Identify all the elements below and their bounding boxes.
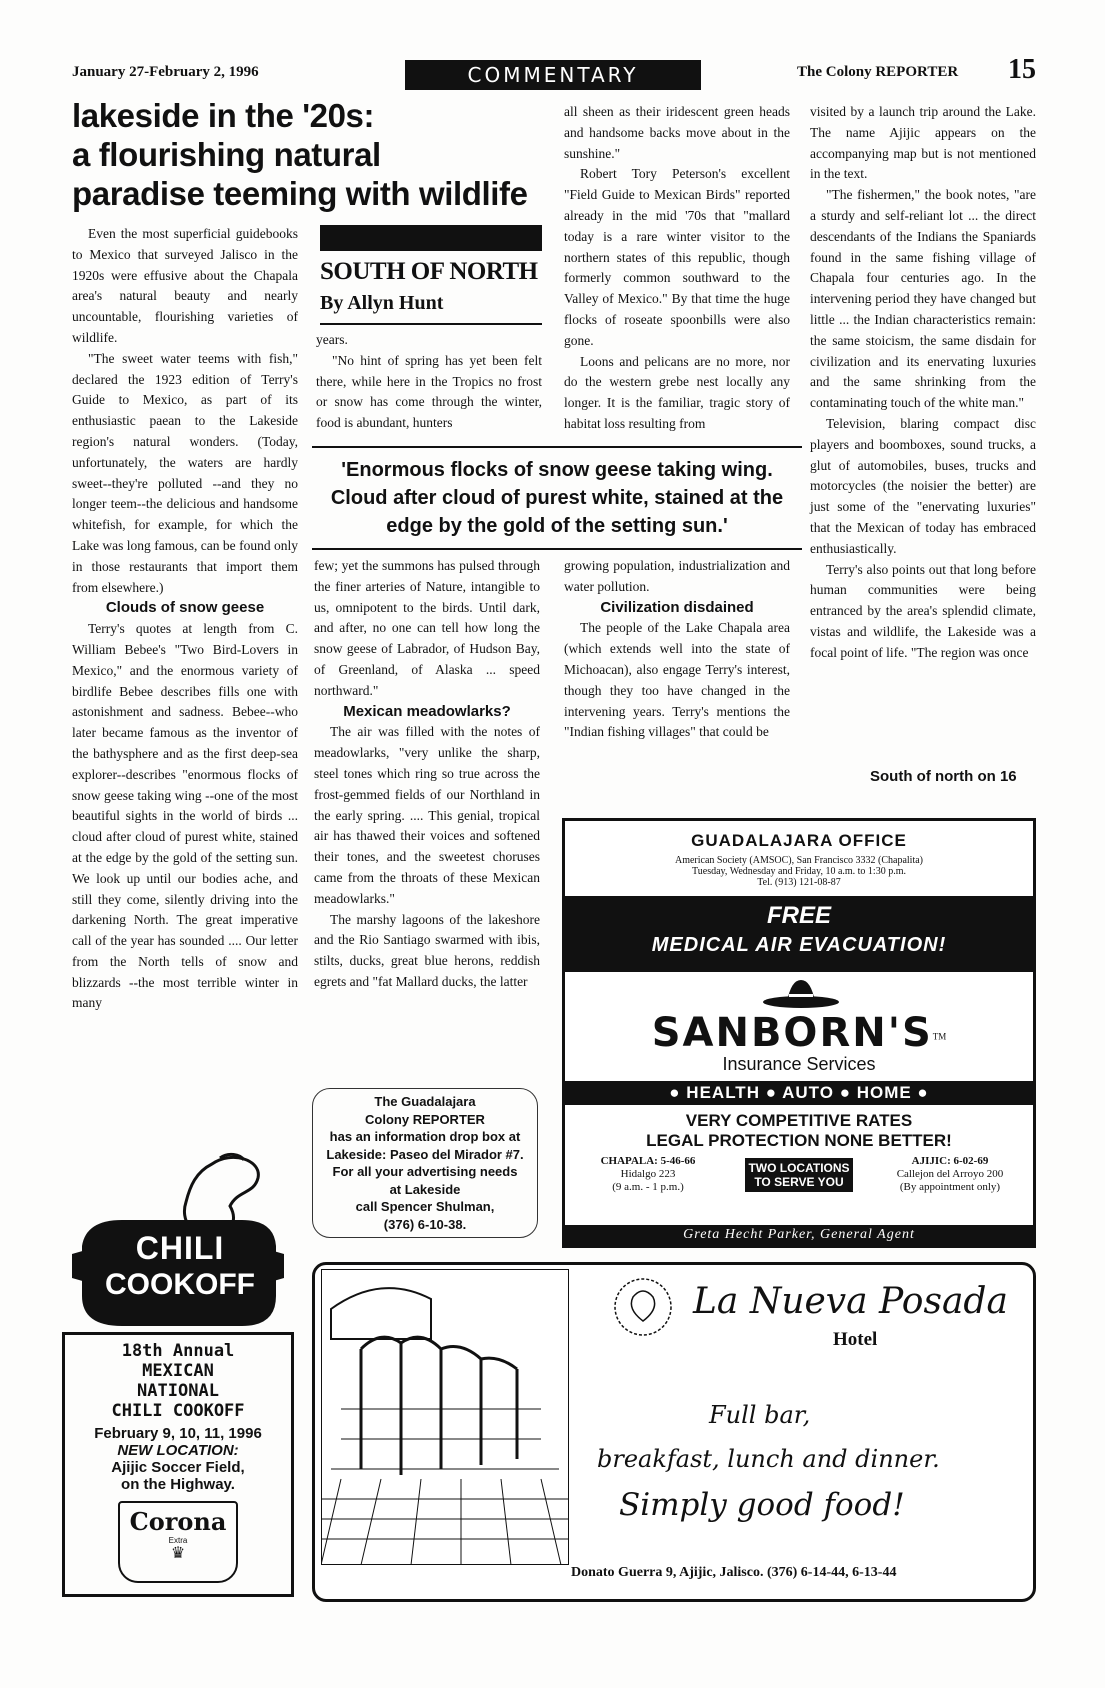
corona-wordmark: Corona bbox=[129, 1507, 227, 1536]
chili-dates: February 9, 10, 11, 1996 bbox=[94, 1425, 262, 1442]
paragraph: The marshy lagoons of the lakeshore and the Rio Santiago swarmed with ibis, stilts, ducks, great blue herons, reddish egrets and "fat Mallard ducks, the latter bbox=[314, 911, 540, 989]
article-column-4 bbox=[810, 102, 1036, 664]
chapala-hours: (9 a.m. - 1 p.m.) bbox=[612, 1181, 684, 1193]
sombrero-icon bbox=[761, 976, 841, 1010]
paragraph: few; yet the summons has pulsed through the finer arteries of Nature, intangible to us, omnipotent to the birds. Until dark, and after, no one can tell how long the snow geese of Labrador, of Hudson Bay, of Greenland, of Alaska ... speed northward." bbox=[314, 558, 540, 698]
chili-logo-bottom: COOKOFF bbox=[105, 1268, 255, 1301]
paragraph: The people of the Lake Chapala area (which extends well into the state of Michoacan), also engage Terry's interest, though they too have changed in the intervening years. Terry's mentions the "Indian fishing villages" that could be bbox=[564, 620, 790, 740]
dropbox-ad bbox=[312, 1088, 538, 1238]
paragraph: all sheen as their iridescent green heads and handsome backs move about in the sunshine." bbox=[564, 104, 790, 161]
evac-label: MEDICAL AIR EVACUATION! bbox=[651, 934, 947, 956]
posada-hotel: Hotel bbox=[833, 1329, 878, 1350]
coverage-item: HOME bbox=[856, 1083, 912, 1102]
sombrero-icon bbox=[565, 972, 1033, 1010]
dropbox-line: call Spencer Shulman, bbox=[355, 1199, 495, 1214]
article-column-3-bottom bbox=[564, 556, 790, 743]
headline-line: a flourishing natural bbox=[72, 136, 381, 173]
coverage-banner bbox=[565, 1081, 1033, 1105]
office-line: Tel. (913) 121-08-87 bbox=[757, 877, 841, 888]
ajijic-hours: (By appointment only) bbox=[899, 1181, 1001, 1193]
chili-cookoff-ad bbox=[62, 1150, 294, 1600]
coverage-item: HEALTH bbox=[686, 1083, 760, 1102]
paragraph: Even the most superficial guidebooks to Mexico that surveyed Jalisco in the 1920s were effusive about the Chapala area's natural beauty and nearly uncountable, flourishing varieties of wildlife. bbox=[72, 226, 298, 345]
brand-name: SANBORN'S bbox=[651, 1010, 933, 1056]
posada-line: Simply good food! bbox=[619, 1487, 905, 1523]
chili-info-box bbox=[62, 1332, 294, 1597]
posada-crest-icon bbox=[611, 1275, 675, 1339]
locations-row bbox=[565, 1155, 1033, 1194]
chili-line: MEXICAN bbox=[142, 1361, 214, 1381]
free-label: FREE bbox=[766, 902, 831, 929]
paragraph: "The fishermen," the book notes, "are a sturdy and self-reliant lot ... the direct descendants of the Indians the Spaniards found in the same fishing village of Chapala four centuries ago. In the intervening period they have changed but little ... the Indian characteristics remain: the same stoicism, the same disdain for civilization and its enervating luxuries and the same shrinking from the contaminating touch of the white man." bbox=[810, 187, 1036, 411]
subhead: Civilization disdained bbox=[600, 598, 754, 616]
dropbox-line: (376) 6-10-38. bbox=[383, 1216, 467, 1232]
paragraph: "The sweet water teems with fish," declared the 1923 edition of Terry's Guide to Mexico, as part of its enthusiastic paean to the Lakeside region's natural wonders. (Today, unfortunately, the waters are hardly sweet--they're polluted --and they no longer teem--the delicious and handsome whitefish, for example, for which the Lake was long famous, can be found only in those restaurants that import them from elsewhere.) bbox=[72, 350, 298, 595]
pullquote-rule bbox=[312, 548, 802, 550]
insurance-label: Insurance Services bbox=[722, 1054, 876, 1074]
column-header-bar bbox=[320, 225, 542, 251]
coverage-item: AUTO bbox=[782, 1083, 834, 1102]
corona-logo bbox=[118, 1501, 238, 1583]
byline: By Allyn Hunt bbox=[320, 292, 444, 314]
posada-name: La Nueva Posada bbox=[693, 1281, 1008, 1322]
legal-line: LEGAL PROTECTION NONE BETTER! bbox=[646, 1131, 952, 1150]
paragraph: Terry's quotes at length from C. William Bebee's "Two Bird-Lovers in Mexico," and the enormous variety of birdlife Bebee describes fills one with astonishment and sadness. Bebee--who later became famous as the inventor of the bathysphere and as the first deep-sea explorer--describes "enormous flocks of snow geese taking wing --one of the most beautiful sights in the world of birds ... cloud after cloud of purest white, stained at the edge by the gold of the setting sun. We look up until our bodies ache, and still they come, silently driving into the darkening North. The great imperative call of the year has sounded .... Our letter from the North tells of snow and blizzards --the most terrible winter in many bbox=[72, 621, 298, 1011]
chili-line: CHILI COOKOFF bbox=[111, 1401, 245, 1421]
jump-line: South of north on 16 bbox=[870, 768, 1017, 785]
brand-row bbox=[565, 1010, 1033, 1056]
dropbox-line: For all your advertising needs bbox=[332, 1164, 518, 1179]
office-line: American Society (AMSOC), San Francisco 3332 (Chapalita) bbox=[674, 855, 923, 866]
sanborns-ad bbox=[562, 818, 1036, 1248]
pullquote-rule bbox=[312, 446, 802, 448]
posada-ad bbox=[312, 1262, 1036, 1602]
paragraph: Loons and pelicans are no more, nor do the western grebe nest locally any longer. It is the familiar, tragic story of habitat loss resulting from bbox=[564, 353, 790, 431]
dropbox-line: Colony REPORTER bbox=[365, 1111, 485, 1127]
bullet-icon: ● bbox=[917, 1083, 929, 1102]
office-title: GUADALAJARA OFFICE bbox=[691, 831, 907, 850]
chili-place: Ajijic Soccer Field, bbox=[111, 1459, 245, 1476]
hotel-interior-illustration bbox=[321, 1269, 569, 1565]
trademark: TM bbox=[932, 1031, 947, 1042]
office-line: Tuesday, Wednesday and Friday, 10 a.m. to 1:30 p.m. bbox=[692, 866, 906, 877]
paragraph: "No hint of spring has yet been felt there, while here in the Tropics no frost or snow has come through the winter, food is abundant, hunters bbox=[316, 352, 542, 431]
dropbox-line: Lakeside: Paseo del Mirador #7. bbox=[326, 1146, 524, 1162]
paragraph: visited by a launch trip around the Lake. The name Ajijic appears on the accompanying map but is not mentioned in the text. bbox=[810, 104, 1036, 182]
two-locations-badge: TWO LOCATIONS TO SERVE YOU bbox=[745, 1158, 853, 1192]
posada-address: Donato Guerra 9, Ajijic, Jalisco. (376) 6-14-44, 6-13-44 bbox=[571, 1565, 897, 1580]
agent-banner: Greta Hecht Parker, General Agent bbox=[565, 1225, 1033, 1245]
chapala-phone: CHAPALA: 5-46-66 bbox=[600, 1155, 696, 1167]
headline-line: paradise teeming with wildlife bbox=[72, 175, 528, 212]
article-column-2-bottom bbox=[314, 556, 540, 993]
page-number: 15 bbox=[1008, 54, 1036, 85]
chapala-location bbox=[573, 1155, 723, 1194]
paragraph: The air was filled with the notes of meadowlarks, "very unlike the sharp, steel tones which ring so true across the frost-gemmed fields of our Northland in the early spring. .... This genial, tropical air has thawed their voices and softened their tones, and the sweetest choruses came from the throats of these Mexican meadowlarks." bbox=[314, 724, 540, 906]
chapala-address: Hidalgo 223 bbox=[620, 1168, 676, 1180]
posada-line: Full bar, bbox=[709, 1401, 811, 1429]
posada-line: breakfast, lunch and dinner. bbox=[597, 1445, 940, 1473]
paragraph: growing population, industrialization and water pollution. bbox=[564, 558, 790, 594]
subhead: Clouds of snow geese bbox=[105, 599, 265, 617]
column-name: SOUTH OF NORTH bbox=[320, 258, 538, 285]
headline-line: lakeside in the '20s: bbox=[72, 97, 375, 134]
chili-line: NATIONAL bbox=[137, 1381, 219, 1401]
subhead: Mexican meadowlarks? bbox=[343, 702, 511, 720]
bullet-icon: ● bbox=[765, 1083, 783, 1102]
paper-name: The Colony REPORTER bbox=[797, 64, 959, 80]
ajijic-phone: AJIJIC: 6-02-69 bbox=[911, 1155, 989, 1167]
chili-line: 18th Annual bbox=[121, 1341, 235, 1361]
chili-highway: on the Highway. bbox=[121, 1476, 235, 1493]
article-column-3-top bbox=[564, 102, 790, 435]
crown-icon: ♛ bbox=[170, 1545, 186, 1562]
ajijic-address: Callejon del Arroyo 200 bbox=[896, 1168, 1004, 1180]
dropbox-line: The Guadalajara bbox=[374, 1094, 476, 1109]
corona-extra: Extra bbox=[168, 1536, 188, 1545]
ajijic-location bbox=[875, 1155, 1025, 1194]
paragraph: years. bbox=[316, 332, 348, 347]
dropbox-line: at Lakeside bbox=[389, 1181, 461, 1197]
rates-line: VERY COMPETITIVE RATES bbox=[685, 1111, 913, 1130]
pullquote: 'Enormous flocks of snow geese taking wing. Cloud after cloud of purest white, stained at the edge by the gold of the setting sun.' bbox=[330, 459, 784, 537]
evac-banner bbox=[565, 896, 1033, 972]
paragraph: Television, blaring compact disc players and boomboxes, sound trucks, a glut of automobiles, buses, trucks and motorcycles (the noisier the better) are just some of the "enervating luxuries" that the Mexican of today has embraced enthusiastically. bbox=[810, 415, 1036, 556]
headline bbox=[72, 96, 547, 213]
rule bbox=[320, 323, 542, 325]
section-banner: COMMENTARY bbox=[405, 60, 701, 90]
bullet-icon: ● bbox=[669, 1083, 687, 1102]
bullet-icon: ● bbox=[839, 1083, 857, 1102]
issue-date: January 27-February 2, 1996 bbox=[72, 64, 259, 80]
article-column-2-top bbox=[316, 330, 542, 434]
chili-new-location: NEW LOCATION: bbox=[117, 1442, 239, 1459]
paragraph: Robert Tory Peterson's excellent "Field Guide to Mexican Birds" reported already in the mid '70s that "mallard today is a rare winter visitor to the northern states of this republic, though formerly common southward to the Valley of Mexico." By that time the huge flocks of roseate spoonbills were also gone. bbox=[564, 166, 790, 348]
chili-logo-top: CHILI bbox=[135, 1230, 225, 1266]
article-column-1 bbox=[72, 224, 298, 1014]
dropbox-line: has an information drop box at bbox=[329, 1129, 521, 1144]
paragraph: Terry's also points out that long before human communities were being entranced by the area's splendid climate, vistas and wildlife, the Lakeside was a focal point of life. "The region was once bbox=[810, 561, 1036, 660]
